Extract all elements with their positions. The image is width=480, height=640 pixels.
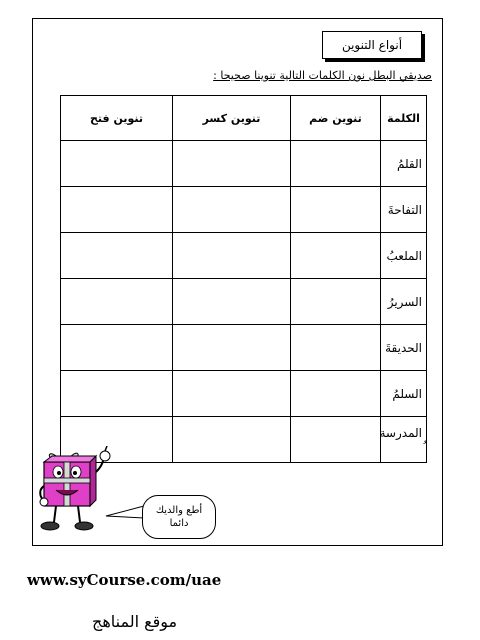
answer-cell-fatha[interactable] xyxy=(61,141,173,187)
answer-cell-kasra[interactable] xyxy=(173,417,291,463)
answer-cell-damma[interactable] xyxy=(291,417,381,463)
header-damma: تنوين ضم xyxy=(291,96,381,141)
footer-site-name: موقع المناهج xyxy=(92,612,178,631)
header-kasra: تنوين كسر xyxy=(173,96,291,141)
answer-cell-fatha[interactable] xyxy=(61,325,173,371)
speech-line-2: دائما xyxy=(169,518,189,529)
word-cell: المدرسة xyxy=(381,417,427,463)
answer-cell-damma[interactable] xyxy=(291,279,381,325)
answer-cell-damma[interactable] xyxy=(291,325,381,371)
footer-url[interactable]: www.syCourse.com/uae xyxy=(27,571,222,589)
table-row xyxy=(61,233,427,279)
answer-cell-damma[interactable] xyxy=(291,233,381,279)
table-row xyxy=(61,325,427,371)
instruction-label: صديقي البطل نون الكلمات التالية تنوينا صحيحا : xyxy=(213,69,432,82)
table-row xyxy=(61,187,427,233)
header-fatha: تنوين فتح xyxy=(61,96,173,141)
word-cell: القلمُ xyxy=(381,141,427,187)
tanween-table xyxy=(60,95,427,463)
table-row xyxy=(61,141,427,187)
speech-line-1: أطع والديك xyxy=(155,505,203,516)
answer-cell-kasra[interactable] xyxy=(173,141,291,187)
answer-cell-fatha[interactable] xyxy=(61,233,173,279)
answer-cell-damma[interactable] xyxy=(291,187,381,233)
word-cell: التفاحةَ xyxy=(381,187,427,233)
instruction-text xyxy=(150,69,432,82)
header-word: الكلمة xyxy=(381,96,427,141)
answer-cell-kasra[interactable] xyxy=(173,279,291,325)
answer-cell-fatha[interactable] xyxy=(61,187,173,233)
answer-cell-kasra[interactable] xyxy=(173,325,291,371)
answer-cell-kasra[interactable] xyxy=(173,187,291,233)
answer-cell-damma[interactable] xyxy=(291,141,381,187)
speech-bubble xyxy=(142,495,216,539)
answer-cell-kasra[interactable] xyxy=(173,371,291,417)
table-header-row xyxy=(61,96,427,141)
answer-cell-kasra[interactable] xyxy=(173,233,291,279)
table-row xyxy=(61,371,427,417)
word-cell: السريرُ xyxy=(381,279,427,325)
answer-cell-fatha[interactable] xyxy=(61,279,173,325)
word-cell: السلمُ xyxy=(381,371,427,417)
worksheet-title: أنواع التنوين xyxy=(322,31,422,59)
table-row xyxy=(61,279,427,325)
word-cell: الحديقةَ xyxy=(381,325,427,371)
word-cell: الملعبُ xyxy=(381,233,427,279)
answer-cell-damma[interactable] xyxy=(291,371,381,417)
answer-cell-fatha[interactable] xyxy=(61,371,173,417)
